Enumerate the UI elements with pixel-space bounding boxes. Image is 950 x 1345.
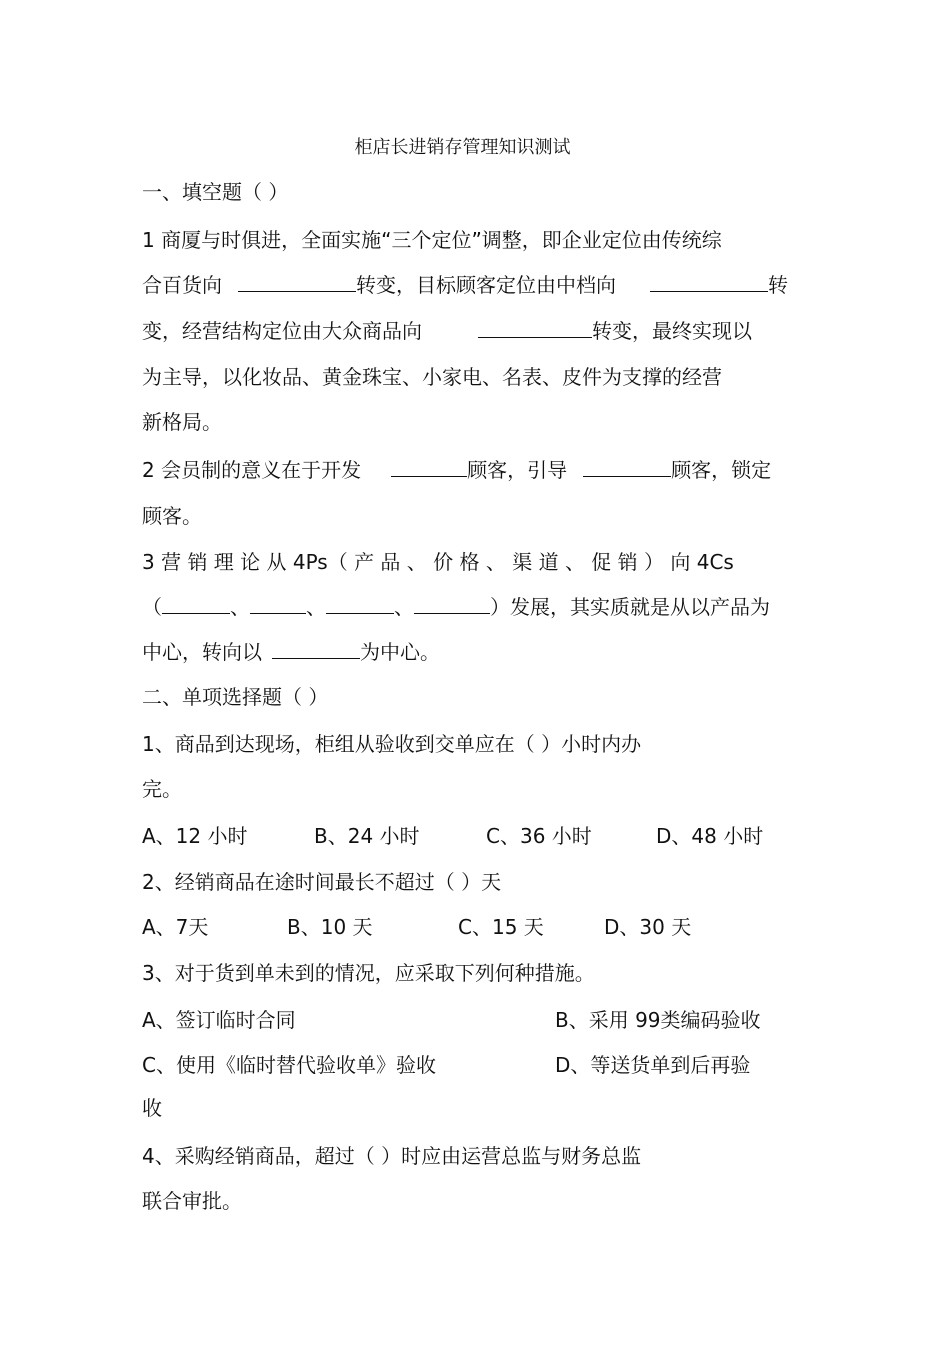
q1-line-4: 为主导，以化妆品、黄金珠宝、小家电、名表、皮件为支撑的经营 bbox=[142, 365, 722, 389]
mc3-option-b[interactable]: B、采用 99类编码验收 bbox=[555, 1008, 761, 1032]
mc2-option-d[interactable]: D、30 天 bbox=[604, 915, 692, 939]
q3-sep: 、 bbox=[306, 595, 326, 619]
mc3-line-1: 3、对于货到单未到的情况，应采取下列何种措施。 bbox=[142, 961, 595, 985]
mc3-option-d[interactable]: D、等送货单到后再验 bbox=[555, 1053, 751, 1077]
answer-blank[interactable] bbox=[250, 593, 306, 614]
mc2-line-1: 2、经销商品在途时间最长不超过（ ）天 bbox=[142, 870, 502, 894]
mc2-option-a[interactable]: A、7天 bbox=[142, 915, 209, 939]
mc4-line-2: 联合审批。 bbox=[142, 1189, 242, 1213]
mc1-option-d[interactable]: D、48 小时 bbox=[656, 824, 764, 848]
mc4-line-1: 4、采购经销商品，超过（ ）时应由运营总监与财务总监 bbox=[142, 1144, 642, 1168]
answer-blank[interactable] bbox=[326, 593, 394, 614]
mc3-option-d-cont: 收 bbox=[142, 1096, 162, 1120]
q2-text-a: 2 会员制的意义在于开发 bbox=[142, 458, 362, 482]
answer-blank[interactable] bbox=[478, 317, 592, 338]
mc1-option-c[interactable]: C、36 小时 bbox=[486, 824, 592, 848]
section-heading-single-choice: 二、单项选择题（ ） bbox=[142, 685, 329, 709]
answer-blank[interactable] bbox=[583, 456, 671, 477]
mc2-option-b[interactable]: B、10 天 bbox=[287, 915, 373, 939]
mc3-option-c[interactable]: C、使用《临时替代验收单》验收 bbox=[142, 1053, 436, 1077]
q3-line-3 bbox=[142, 638, 440, 666]
q2-line-1 bbox=[142, 456, 771, 484]
q3-close-text: ）发展，其实质就是从以产品为 bbox=[490, 595, 770, 619]
answer-blank[interactable] bbox=[414, 593, 490, 614]
section-heading-fill-in: 一、填空题（ ） bbox=[142, 180, 289, 204]
q3-text-a: 中心，转向以 bbox=[142, 640, 262, 664]
document-title: 柜店长进销存管理知识测试 bbox=[354, 137, 571, 158]
mc1-line-2: 完。 bbox=[142, 777, 182, 801]
q3-line-2 bbox=[142, 593, 770, 621]
q3-text-b: 为中心。 bbox=[360, 640, 440, 664]
answer-blank[interactable] bbox=[162, 593, 230, 614]
answer-blank[interactable] bbox=[650, 271, 768, 292]
answer-blank[interactable] bbox=[272, 638, 360, 659]
q1-text-b: 转变，目标顾客定位由中档向 bbox=[356, 273, 616, 297]
q3-sep: 、 bbox=[394, 595, 414, 619]
q2-text-c: 顾客，锁定 bbox=[671, 458, 772, 482]
q2-line-2: 顾客。 bbox=[142, 504, 202, 528]
q3-sep: 、 bbox=[230, 595, 250, 619]
q1-text-d: 变，经营结构定位由大众商品向 bbox=[142, 319, 422, 343]
mc2-option-c[interactable]: C、15 天 bbox=[458, 915, 544, 939]
mc3-option-a[interactable]: A、签订临时合同 bbox=[142, 1008, 296, 1032]
q1-text-c: 转 bbox=[768, 273, 788, 297]
q1-text-e: 转变，最终实现以 bbox=[592, 319, 752, 343]
q1-text-a: 合百货向 bbox=[142, 273, 222, 297]
answer-blank[interactable] bbox=[238, 271, 356, 292]
mc1-option-b[interactable]: B、24 小时 bbox=[314, 824, 420, 848]
q2-text-b: 顾客，引导 bbox=[467, 458, 568, 482]
q1-line-3 bbox=[142, 317, 752, 345]
answer-blank[interactable] bbox=[391, 456, 467, 477]
mc1-option-a[interactable]: A、12 小时 bbox=[142, 824, 248, 848]
q1-line-2 bbox=[142, 271, 788, 299]
q1-line-1: 1 商厦与时俱进，全面实施“三个定位”调整，即企业定位由传统综 bbox=[142, 228, 722, 252]
q3-open-paren: （ bbox=[142, 595, 162, 619]
q1-line-5: 新格局。 bbox=[142, 410, 222, 434]
q3-line-1: 3 营 销 理 论 从 4Ps（ 产 品 、 价 格 、 渠 道 、 促 销 ） 向 4Cs bbox=[142, 550, 734, 574]
mc1-line-1: 1、商品到达现场，柜组从验收到交单应在（ ）小时内办 bbox=[142, 732, 642, 756]
